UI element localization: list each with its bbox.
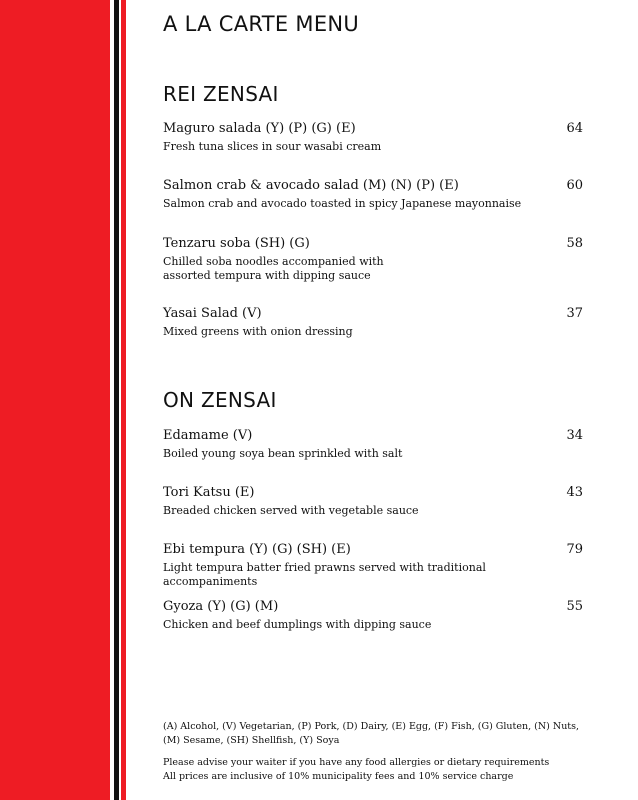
item-name: Tori Katsu (E) [163, 485, 255, 500]
red-stripe [121, 0, 126, 800]
menu-item [163, 306, 583, 339]
item-description: Salmon crab and avocado toasted in spicy Japanese mayonnaise [163, 197, 522, 210]
legend-line: (M) Sesame, (SH) Shellfish, (Y) Soya [163, 735, 340, 746]
item-description: Chilled soba noodles accompanied with assorted tempura with dipping sauce [163, 255, 384, 282]
item-name: Tenzaru soba (SH) (G) [163, 236, 310, 251]
item-price: 60 [566, 178, 583, 193]
item-price: 43 [566, 485, 583, 500]
menu-item [163, 178, 583, 211]
item-description: Mixed greens with onion dressing [163, 325, 353, 338]
item-price: 64 [566, 121, 583, 136]
item-name: Maguro salada (Y) (P) (G) (E) [163, 121, 356, 136]
item-description: Light tempura batter fried prawns served with traditional accompaniments [163, 561, 486, 588]
section-title-rei-zensai: REI ZENSAI [163, 82, 279, 106]
menu-item [163, 485, 583, 518]
menu-item [163, 428, 583, 461]
item-description: Fresh tuna slices in sour wasabi cream [163, 140, 382, 153]
item-description: Chicken and beef dumplings with dipping sauce [163, 618, 432, 631]
price-note: All prices are inclusive of 10% municipality fees and 10% service charge [163, 771, 514, 782]
allergy-note: Please advise your waiter if you have any food allergies or dietary requirements [163, 757, 550, 768]
menu-title: A LA CARTE MENU [163, 12, 360, 36]
item-name: Yasai Salad (V) [163, 306, 262, 321]
menu-item [163, 121, 583, 154]
menu-item [163, 236, 583, 283]
allergen-legend [163, 720, 583, 784]
item-description: Breaded chicken served with vegetable sauce [163, 504, 419, 517]
item-price: 55 [566, 599, 583, 614]
item-name: Salmon crab & avocado salad (M) (N) (P) (E) [163, 178, 459, 193]
black-stripe [114, 0, 119, 800]
menu-item [163, 599, 583, 632]
item-price: 58 [566, 236, 583, 251]
item-price: 79 [566, 542, 583, 557]
legend-line: (A) Alcohol, (V) Vegetarian, (P) Pork, (D) Dairy, (E) Egg, (F) Fish, (G) Gluten, (N) Nuts, [163, 721, 580, 732]
section-title-on-zensai: ON ZENSAI [163, 388, 277, 412]
item-name: Ebi tempura (Y) (G) (SH) (E) [163, 542, 351, 557]
item-price: 34 [566, 428, 583, 443]
red-side-band [0, 0, 110, 800]
item-name: Edamame (V) [163, 428, 253, 443]
menu-item [163, 542, 583, 589]
item-price: 37 [566, 306, 583, 321]
item-description: Boiled young soya bean sprinkled with salt [163, 447, 403, 460]
item-name: Gyoza (Y) (G) (M) [163, 599, 279, 614]
